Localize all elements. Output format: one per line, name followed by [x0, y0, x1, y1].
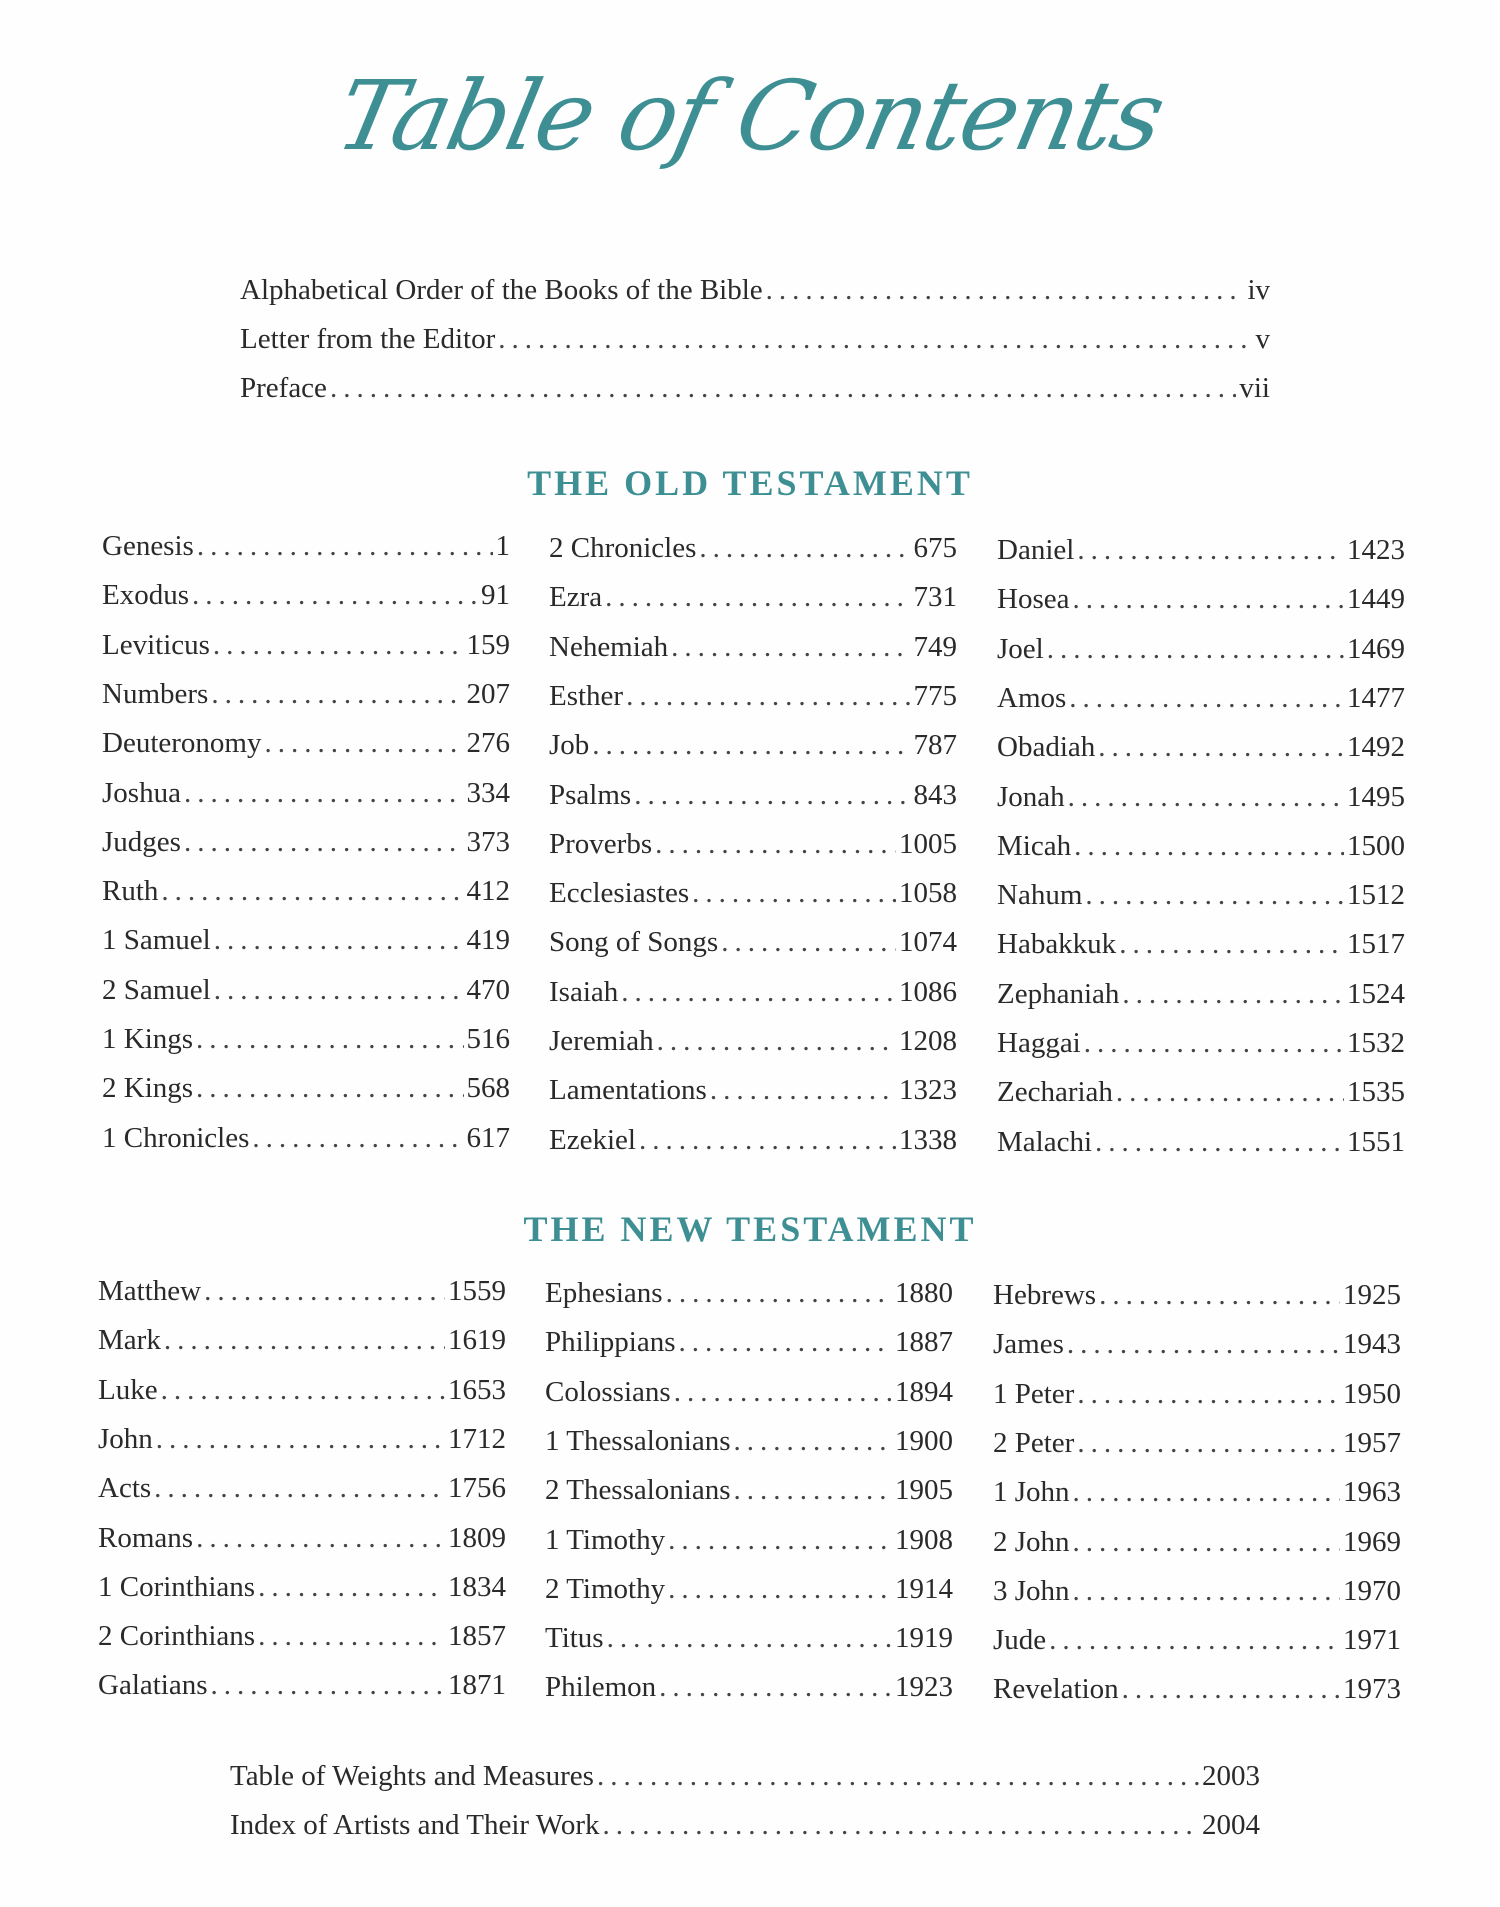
entry-title: Micah — [997, 829, 1072, 862]
dot-leader — [1085, 875, 1344, 915]
dot-leader — [592, 725, 910, 765]
toc-entry[interactable] — [993, 1324, 1401, 1364]
entry-title: 1 John — [993, 1476, 1070, 1509]
entry-title: 2 Chronicles — [549, 532, 697, 564]
page-number: 1871 — [448, 1669, 506, 1702]
dot-leader — [1119, 924, 1344, 964]
page-number: 1894 — [895, 1375, 953, 1408]
toc-entry[interactable] — [240, 270, 1270, 310]
page-number: 276 — [466, 727, 510, 760]
toc-entry[interactable] — [549, 873, 957, 913]
entry-title: Luke — [98, 1373, 158, 1406]
dot-leader — [196, 1019, 463, 1059]
toc-entry[interactable] — [102, 723, 510, 763]
dot-leader — [1073, 1522, 1340, 1562]
entry-title: Lamentations — [549, 1074, 707, 1107]
entry-title: 2 John — [993, 1525, 1070, 1558]
page-number: 787 — [913, 729, 957, 762]
toc-entry[interactable] — [997, 924, 1405, 964]
toc-entry[interactable] — [98, 1320, 506, 1360]
page-number: 1524 — [1347, 977, 1405, 1010]
dot-leader — [184, 773, 464, 813]
dot-leader — [1084, 1023, 1344, 1063]
page-number: 1971 — [1343, 1624, 1401, 1657]
toc-entry[interactable] — [549, 725, 957, 765]
toc-entry[interactable] — [102, 674, 510, 714]
entry-title: Job — [549, 729, 590, 762]
entry-title: Obadiah — [997, 731, 1096, 764]
dot-leader — [603, 1805, 1199, 1845]
page-number: 373 — [466, 825, 510, 858]
dot-leader — [657, 1021, 896, 1061]
entry-title: Letter from the Editor — [240, 323, 496, 355]
dot-leader — [258, 1616, 445, 1656]
page-title: Table of Contents — [327, 60, 1173, 172]
toc-entry[interactable] — [545, 1667, 953, 1707]
page-number: iv — [1247, 274, 1270, 306]
toc-entry[interactable] — [102, 773, 510, 813]
entry-title: Hosea — [997, 583, 1070, 616]
entry-title: Acts — [98, 1472, 152, 1505]
dot-leader — [156, 1419, 445, 1459]
page-number: 1074 — [899, 926, 957, 959]
toc-entry[interactable] — [102, 526, 510, 566]
toc-entry[interactable] — [549, 824, 957, 864]
page-number: 1559 — [448, 1275, 506, 1307]
dot-leader — [1069, 678, 1344, 718]
toc-entry[interactable] — [98, 1419, 506, 1459]
toc-entry[interactable] — [993, 1669, 1401, 1709]
page-number: 675 — [913, 532, 957, 564]
dot-leader — [655, 824, 896, 864]
page-number: 470 — [466, 973, 510, 1006]
entry-title: 2 Samuel — [102, 973, 211, 1006]
dot-leader — [1077, 1423, 1340, 1463]
page-number: 1619 — [448, 1324, 506, 1357]
dot-leader — [1049, 1620, 1340, 1660]
page-number: 1919 — [895, 1622, 953, 1655]
page-number: 1086 — [899, 975, 957, 1008]
toc-entry[interactable] — [997, 530, 1405, 570]
page-number: 1908 — [895, 1523, 953, 1556]
dot-leader — [1073, 1571, 1340, 1611]
dot-leader — [692, 873, 896, 913]
entry-title: 2 Corinthians — [98, 1620, 256, 1653]
dot-leader — [214, 920, 464, 960]
entry-title: Mark — [98, 1324, 161, 1357]
toc-entry[interactable] — [549, 1120, 957, 1160]
page-number: 1323 — [899, 1074, 957, 1107]
entry-title: Genesis — [102, 530, 194, 562]
page-number: 1512 — [1347, 879, 1405, 912]
toc-entry[interactable] — [230, 1805, 1260, 1845]
page-number: 731 — [913, 581, 957, 614]
dot-leader — [211, 674, 463, 714]
entry-title: Galatians — [98, 1669, 208, 1702]
toc-entry[interactable] — [997, 727, 1405, 767]
entry-title: 1 Peter — [993, 1377, 1075, 1410]
dot-leader — [1095, 1122, 1344, 1162]
page-number: 617 — [466, 1121, 510, 1154]
dot-leader — [634, 775, 910, 815]
toc-entry[interactable] — [993, 1571, 1401, 1611]
page-number: 1500 — [1347, 829, 1405, 862]
toc-entry[interactable] — [549, 1021, 957, 1061]
dot-leader — [252, 1118, 463, 1158]
page-number: 1492 — [1347, 731, 1405, 764]
dot-leader — [184, 822, 464, 862]
page-number: 1963 — [1343, 1476, 1401, 1509]
page-number: 1005 — [899, 827, 957, 860]
dot-leader — [597, 1756, 1199, 1796]
entry-title: Alphabetical Order of the Books of the Bible — [240, 274, 763, 306]
entry-title: Preface — [240, 372, 327, 404]
entry-title: 2 Timothy — [545, 1572, 666, 1605]
entry-title: Ephesians — [545, 1277, 663, 1309]
toc-entry[interactable] — [993, 1522, 1401, 1562]
toc-entry[interactable] — [98, 1370, 506, 1410]
toc-entry[interactable] — [98, 1567, 506, 1607]
toc-entry[interactable] — [545, 1421, 953, 1461]
toc-entry[interactable] — [102, 1068, 510, 1108]
toc-entry[interactable] — [98, 1665, 506, 1705]
dot-leader — [1077, 1374, 1340, 1414]
entry-title: Habakkuk — [997, 928, 1117, 961]
page-number: 1925 — [1343, 1279, 1401, 1311]
toc-entry[interactable] — [545, 1520, 953, 1560]
entry-title: Index of Artists and Their Work — [230, 1809, 600, 1841]
page-number: 1834 — [448, 1570, 506, 1603]
toc-entry[interactable] — [549, 577, 957, 617]
page-number: 159 — [466, 628, 510, 661]
page-number: 1950 — [1343, 1377, 1401, 1410]
dot-leader — [1122, 974, 1344, 1014]
entry-title: Ezra — [549, 581, 603, 614]
page-number: 419 — [466, 924, 510, 957]
entry-title: Judges — [102, 825, 181, 858]
dot-leader — [699, 528, 910, 568]
page-number: 1880 — [895, 1277, 953, 1309]
page-number: 1495 — [1347, 780, 1405, 813]
dot-leader — [679, 1322, 892, 1362]
entry-title: Exodus — [102, 579, 189, 612]
entry-title: Amos — [997, 681, 1067, 714]
page-number: 412 — [466, 875, 510, 908]
dot-leader — [721, 922, 896, 962]
entry-title: Jude — [993, 1624, 1047, 1657]
entry-title: Ruth — [102, 875, 159, 908]
page-number: 1923 — [895, 1671, 953, 1704]
entry-title: James — [993, 1328, 1064, 1361]
toc-entry[interactable] — [997, 678, 1405, 718]
dot-leader — [154, 1468, 445, 1508]
page-number: 1857 — [448, 1620, 506, 1653]
dot-leader — [621, 972, 896, 1012]
dot-leader — [204, 1271, 445, 1311]
entry-title: John — [98, 1422, 153, 1455]
page-number: 1969 — [1343, 1525, 1401, 1558]
dot-leader — [330, 368, 1236, 408]
dot-leader — [1068, 777, 1344, 817]
dot-leader — [666, 1273, 892, 1313]
toc-entry[interactable] — [102, 920, 510, 960]
entry-title: Isaiah — [549, 975, 619, 1008]
page-number: 207 — [466, 677, 510, 710]
toc-entry[interactable] — [98, 1616, 506, 1656]
toc-entry[interactable] — [997, 1122, 1405, 1162]
dot-leader — [1122, 1669, 1340, 1709]
toc-entry[interactable] — [102, 822, 510, 862]
entry-title: Table of Weights and Measures — [230, 1760, 594, 1792]
entry-title: 3 John — [993, 1574, 1070, 1607]
entry-title: Hebrews — [993, 1279, 1097, 1311]
toc-entry[interactable] — [545, 1618, 953, 1658]
toc-entry[interactable] — [545, 1322, 953, 1362]
entry-title: 2 Kings — [102, 1072, 194, 1105]
entry-title: Psalms — [549, 778, 632, 811]
page-number: 1517 — [1347, 928, 1405, 961]
dot-leader — [258, 1567, 445, 1607]
entry-title: Jeremiah — [549, 1025, 654, 1057]
entry-title: 1 Thessalonians — [545, 1424, 731, 1457]
entry-title: Leviticus — [102, 628, 210, 661]
page-number: 1712 — [448, 1422, 506, 1455]
entry-title: Joel — [997, 632, 1044, 665]
page-number: 1532 — [1347, 1027, 1405, 1059]
toc-entry[interactable] — [102, 1019, 510, 1059]
page-number: 1914 — [895, 1572, 953, 1605]
entry-title: Deuteronomy — [102, 727, 262, 760]
page-number: 1653 — [448, 1373, 506, 1406]
entry-title: Nahum — [997, 879, 1083, 912]
dot-leader — [659, 1667, 892, 1707]
dot-leader — [197, 526, 493, 566]
entry-title: Ezekiel — [549, 1123, 636, 1156]
toc-entry[interactable] — [997, 875, 1405, 915]
dot-leader — [766, 270, 1245, 310]
page-number: 1058 — [899, 877, 957, 910]
toc-entry[interactable] — [240, 368, 1270, 408]
dot-leader — [668, 1520, 892, 1560]
toc-entry[interactable] — [549, 922, 957, 962]
dot-leader — [192, 575, 478, 615]
page-number: 1756 — [448, 1472, 506, 1505]
entry-title: Romans — [98, 1521, 194, 1554]
toc-entry[interactable] — [993, 1472, 1401, 1512]
dot-leader — [164, 1320, 445, 1360]
toc-entry[interactable] — [993, 1423, 1401, 1463]
page-number: 1970 — [1343, 1574, 1401, 1607]
toc-entry[interactable] — [997, 826, 1405, 866]
page-number: 1 — [495, 530, 510, 562]
dot-leader — [1077, 530, 1344, 570]
entry-title: Zephaniah — [997, 977, 1120, 1010]
entry-title: Ecclesiastes — [549, 877, 690, 910]
dot-leader — [1047, 629, 1344, 669]
toc-entry[interactable] — [993, 1275, 1401, 1315]
entry-title: 1 Kings — [102, 1023, 194, 1055]
entry-title: Song of Songs — [549, 926, 719, 959]
entry-title: 2 Peter — [993, 1426, 1075, 1459]
entry-title: Philemon — [545, 1671, 657, 1704]
toc-entry[interactable] — [997, 1023, 1405, 1063]
entry-title: 1 Timothy — [545, 1523, 666, 1556]
entry-title: Zechariah — [997, 1076, 1113, 1109]
page-number: 1957 — [1343, 1426, 1401, 1459]
toc-entry[interactable] — [997, 629, 1405, 669]
page-number: 91 — [481, 579, 510, 612]
toc-entry[interactable] — [549, 1070, 957, 1110]
toc-entry[interactable] — [102, 625, 510, 665]
dot-leader — [161, 1370, 445, 1410]
dot-leader — [498, 319, 1252, 359]
page-number: 1943 — [1343, 1328, 1401, 1361]
page-number: 1973 — [1343, 1673, 1401, 1706]
page-number: 1208 — [899, 1025, 957, 1057]
toc-entry[interactable] — [545, 1470, 953, 1510]
toc-entry[interactable] — [545, 1372, 953, 1412]
entry-title: Titus — [545, 1622, 604, 1655]
dot-leader — [214, 970, 464, 1010]
dot-leader — [1067, 1324, 1340, 1364]
toc-entry[interactable] — [549, 528, 957, 568]
dot-leader — [668, 1569, 892, 1609]
toc-entry[interactable] — [997, 579, 1405, 619]
new-testament-heading: THE NEW TESTAMENT — [523, 1209, 977, 1249]
page-number: 1338 — [899, 1123, 957, 1156]
entry-title: Philippians — [545, 1326, 676, 1359]
entry-title: 2 Thessalonians — [545, 1474, 731, 1507]
toc-entry[interactable] — [549, 627, 957, 667]
dot-leader — [639, 1120, 896, 1160]
page-number: 516 — [466, 1023, 510, 1055]
dot-leader — [1072, 579, 1344, 619]
page-number: 1535 — [1347, 1076, 1405, 1109]
dot-leader — [213, 625, 464, 665]
entry-title: Jonah — [997, 780, 1065, 813]
toc-entry[interactable] — [549, 972, 957, 1012]
dot-leader — [734, 1421, 892, 1461]
toc-entry[interactable] — [545, 1569, 953, 1609]
entry-title: Esther — [549, 679, 624, 712]
entry-title: Proverbs — [549, 827, 653, 860]
toc-entry[interactable] — [102, 575, 510, 615]
toc-entry[interactable] — [545, 1273, 953, 1313]
dot-leader — [211, 1665, 445, 1705]
dot-leader — [626, 676, 910, 716]
dot-leader — [734, 1470, 892, 1510]
dot-leader — [196, 1518, 445, 1558]
entry-title: Matthew — [98, 1275, 202, 1307]
page-number: 1809 — [448, 1521, 506, 1554]
toc-entry[interactable] — [240, 319, 1270, 359]
toc-entry[interactable] — [98, 1468, 506, 1508]
toc-entry[interactable] — [98, 1271, 506, 1311]
page-number: 568 — [466, 1072, 510, 1105]
toc-entry[interactable] — [997, 1072, 1405, 1112]
entry-title: Colossians — [545, 1375, 671, 1408]
page-number: 843 — [913, 778, 957, 811]
toc-entry[interactable] — [230, 1756, 1260, 1796]
page-number: 1905 — [895, 1474, 953, 1507]
page-number: 1887 — [895, 1326, 953, 1359]
page-number: 1449 — [1347, 583, 1405, 616]
page-number: 2003 — [1202, 1760, 1260, 1792]
page-number: 2004 — [1202, 1809, 1260, 1841]
toc-entry[interactable] — [549, 775, 957, 815]
dot-leader — [1116, 1072, 1344, 1112]
toc-entry[interactable] — [993, 1374, 1401, 1414]
page-number: 1477 — [1347, 681, 1405, 714]
dot-leader — [196, 1068, 463, 1108]
dot-leader — [674, 1372, 892, 1412]
toc-entry[interactable] — [997, 974, 1405, 1014]
page-number: vii — [1239, 372, 1270, 404]
dot-leader — [264, 723, 463, 763]
dot-leader — [1099, 1275, 1340, 1315]
entry-title: Malachi — [997, 1125, 1093, 1158]
page-number: 1469 — [1347, 632, 1405, 665]
page-number: 749 — [913, 630, 957, 663]
entry-title: 1 Corinthians — [98, 1570, 256, 1603]
dot-leader — [1073, 1472, 1340, 1512]
entry-title: Nehemiah — [549, 630, 669, 663]
entry-title: Joshua — [102, 776, 181, 809]
dot-leader — [605, 577, 910, 617]
entry-title: Revelation — [993, 1673, 1119, 1706]
toc-entry[interactable] — [102, 871, 510, 911]
page-number: 775 — [913, 679, 957, 712]
toc-entry[interactable] — [997, 777, 1405, 817]
page-number: v — [1255, 323, 1270, 355]
entry-title: Haggai — [997, 1027, 1081, 1059]
dot-leader — [161, 871, 463, 911]
toc-entry[interactable] — [98, 1518, 506, 1558]
toc-entry[interactable] — [102, 970, 510, 1010]
page-number: 1551 — [1347, 1125, 1405, 1158]
entry-title: 1 Samuel — [102, 924, 211, 957]
old-testament-heading: THE OLD TESTAMENT — [527, 463, 973, 503]
dot-leader — [1074, 826, 1344, 866]
entry-title: Numbers — [102, 677, 209, 710]
dot-leader — [1098, 727, 1344, 767]
page-number: 1900 — [895, 1424, 953, 1457]
dot-leader — [671, 627, 910, 667]
toc-entry[interactable] — [102, 1118, 510, 1158]
toc-entry[interactable] — [549, 676, 957, 716]
page-number: 334 — [466, 776, 510, 809]
page-number: 1423 — [1347, 534, 1405, 566]
toc-entry[interactable] — [993, 1620, 1401, 1660]
dot-leader — [710, 1070, 896, 1110]
entry-title: Daniel — [997, 534, 1075, 566]
dot-leader — [607, 1618, 892, 1658]
entry-title: 1 Chronicles — [102, 1121, 250, 1154]
